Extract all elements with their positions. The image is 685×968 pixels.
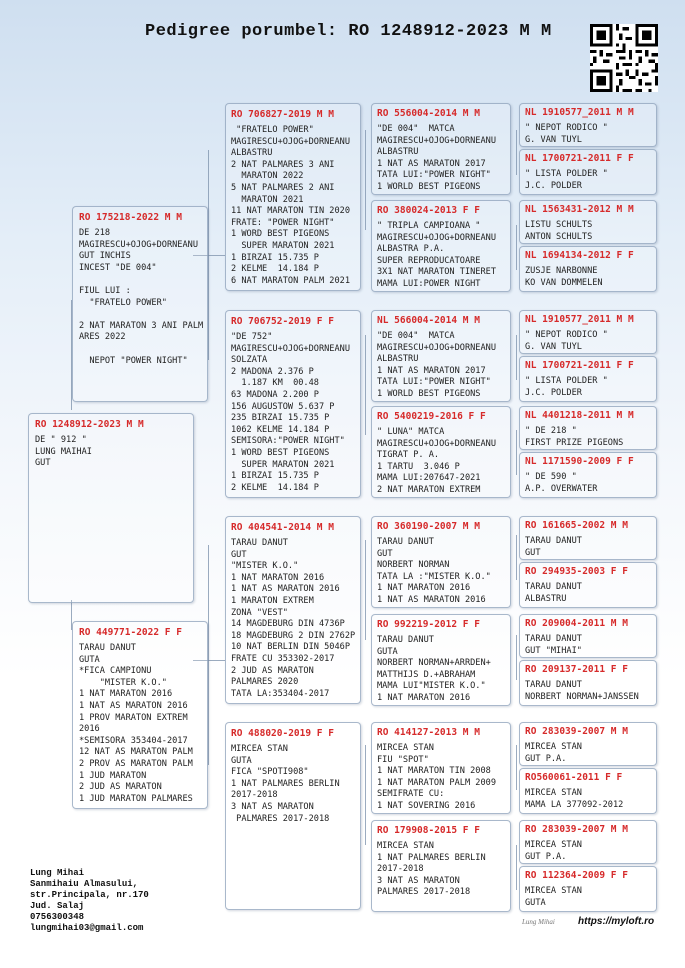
connector-line — [516, 535, 517, 580]
pedigree-card-gen4[interactable] — [519, 562, 657, 608]
pedigree-card-gen4[interactable] — [519, 722, 657, 766]
ring-number: RO 1248912-2023 M M — [35, 419, 144, 430]
connector-line — [516, 335, 517, 380]
pedigree-card-granddam-paternal[interactable] — [225, 310, 361, 498]
pedigree-card-gen3[interactable] — [371, 722, 511, 814]
card-details: MIRCEA STAN GUT P.A. — [525, 840, 582, 862]
ring-number: RO 488020-2019 F F — [231, 728, 334, 739]
ring-number: RO 414127-2013 M M — [377, 727, 480, 738]
connector-line — [516, 745, 517, 790]
pedigree-card-gen4[interactable] — [519, 452, 657, 498]
card-details: " DE 218 " FIRST PRIZE PIGEONS — [525, 426, 624, 448]
ring-number: RO 283039-2007 M M — [525, 824, 628, 835]
connector-line — [208, 545, 209, 765]
connector-line — [516, 225, 517, 270]
card-details: TARAU DANUT GUT NORBERT NORMAN TATA LA :"MISTER K.O." 1 NAT MARATON 2016 1 NAT AS MARATON 2016 — [377, 537, 491, 605]
card-details: MIRCEA STAN GUTA FICA "SPOTI908" 1 NAT PALMARES BERLIN 2017-2018 3 NAT AS MARATON PALMARES 2017-2018 — [231, 744, 340, 824]
pedigree-card-gen3[interactable] — [371, 103, 511, 195]
ring-number: NL 1910577_2011 M M — [525, 314, 634, 325]
ring-number: RO 161665-2002 M M — [525, 520, 628, 531]
ring-number: NL 1910577_2011 M M — [525, 107, 634, 118]
ring-number: NL 566004-2014 M M — [377, 315, 480, 326]
site-link[interactable]: https://myloft.ro — [578, 916, 655, 927]
card-details: TARAU DANUT GUT "MISTER K.O." 1 NAT MARATON 2016 1 NAT AS MARATON 2016 1 MARATON EXTREM ZONA "VEST" 14 MAGDEBURG DIN 4736P 18 MAGDEBURG 2 DIN 2762P 10 NAT BERLIN DIN 5046P FRATE CU 353302-2017 2 JUD AS MARATON PALMARES 2020 TATA LA:353404-2017 — [231, 538, 356, 699]
pedigree-card-gen4[interactable] — [519, 103, 657, 147]
connector-line — [516, 130, 517, 175]
ring-number: NL 1171590-2009 F F — [525, 456, 634, 467]
card-details: "DE 004" MATCA MAGIRESCU+OJOG+DORNEANU ALBASTRU 1 NAT AS MARATON 2017 TATA LUI:"POWER NIGHT" 1 WORLD BEST PIGEONS — [377, 124, 496, 192]
pedigree-card-gen3[interactable] — [371, 820, 511, 912]
ring-number: RO 175218-2022 M M — [79, 212, 182, 223]
pedigree-card-gen4[interactable] — [519, 310, 657, 354]
pedigree-card-dam[interactable] — [72, 621, 208, 809]
card-details: TARAU DANUT GUT — [525, 536, 582, 558]
pedigree-card-gen4[interactable] — [519, 149, 657, 195]
card-details: " TRIPLA CAMPIOANA " MAGIRESCU+OJOG+DORNEANU ALBASTRA P.A. SUPER REPRODUCATOARE 3X1 NAT MARATON TINERET MAMA LUI:POWER NIGHT — [377, 221, 496, 289]
card-details: " LISTA POLDER " J.C. POLDER — [525, 376, 608, 398]
connector-line — [516, 845, 517, 890]
ring-number: RO 360190-2007 M M — [377, 521, 480, 532]
qr-code-icon — [590, 24, 658, 92]
connector-line — [516, 430, 517, 475]
card-details: "FRATELO POWER" MAGIRESCU+OJOG+DORNEANU ALBASTRU 2 NAT PALMARES 3 ANI MARATON 2022 5 NAT PALMARES 2 ANI MARATON 2021 11 NAT MARATON TIN 2020 FRATE: "POWER NIGHT" 1 WORD BEST PIGEONS SUPER MARATON 2021 1 BIRZAI 15.735 P 2 KELME 14.184 P 6 NAT MARATON PALM 2021 — [231, 125, 350, 286]
ring-number: RO 706827-2019 M M — [231, 109, 334, 120]
pedigree-card-granddam-maternal[interactable] — [225, 722, 361, 910]
pedigree-card-gen3[interactable] — [371, 310, 511, 402]
ring-number: RO 404541-2014 M M — [231, 522, 334, 533]
pedigree-card-gen4[interactable] — [519, 406, 657, 450]
connector-line — [365, 335, 366, 435]
signature: Lung Mihai — [522, 918, 555, 926]
page-title: Pedigree porumbel: RO 1248912-2023 M M — [145, 22, 552, 41]
pedigree-card-gen3[interactable] — [371, 200, 511, 292]
ring-number: NL 1694134-2012 F F — [525, 250, 634, 261]
card-details: MIRCEA STAN GUT P.A. — [525, 742, 582, 764]
ring-number: NL 1563431-2012 M M — [525, 204, 634, 215]
card-details: MIRCEA STAN FIU "SPOT" 1 NAT MARATON TIN 2008 1 NAT MARATON PALM 2009 SEMIFRATE CU: 1 NAT SOVERING 2016 — [377, 743, 496, 811]
ring-number: RO 209137-2011 F F — [525, 664, 628, 675]
card-details: TARAU DANUT NORBERT NORMAN+JANSSEN — [525, 680, 639, 702]
connector-line — [516, 635, 517, 680]
ring-number: NL 1700721-2011 F F — [525, 360, 634, 371]
card-details: LISTU SCHULTS ANTON SCHULTS — [525, 220, 593, 242]
ring-number: RO 449771-2022 F F — [79, 627, 182, 638]
pedigree-card-gen4[interactable] — [519, 768, 657, 814]
pedigree-card-gen4[interactable] — [519, 246, 657, 292]
ring-number: RO 294935-2003 F F — [525, 566, 628, 577]
card-details: " NEPOT RODICO " G. VAN TUYL — [525, 123, 608, 145]
pedigree-card-gen4[interactable] — [519, 866, 657, 912]
pedigree-card-gen4[interactable] — [519, 660, 657, 706]
ring-number: RO 380024-2013 F F — [377, 205, 480, 216]
card-details: "DE 004" MATCA MAGIRESCU+OJOG+DORNEANU ALBASTRU 1 NAT AS MARATON 2017 TATA LUI:"POWER NIGHT" 1 WORLD BEST PIGEONS — [377, 331, 496, 399]
ring-number: NL 1700721-2011 F F — [525, 153, 634, 164]
pedigree-card-gen3[interactable] — [371, 614, 511, 706]
card-details: " LISTA POLDER " J.C. POLDER — [525, 169, 608, 191]
card-details: TARAU DANUT ALBASTRU — [525, 582, 582, 604]
card-details: " NEPOT RODICO " G. VAN TUYL — [525, 330, 608, 352]
card-details: DE 218 MAGIRESCU+OJOG+DORNEANU GUT INCHIS INCEST "DE 004" FIUL LUI : "FRATELO POWER" 2 NAT MARATON 3 ANI PALM ARES 2022 NEPOT "POWER NIGHT" — [79, 228, 204, 366]
card-details: TARAU DANUT GUTA NORBERT NORMAN+ARRDEN+ MATTHIJS D.+ABRAHAM MAMA LUI"MISTER K.O." 1 NAT MARATON 2016 — [377, 635, 491, 703]
owner-contact: Lung Mihai Sanmihaiu Almasului, str.Principala, nr.170 Jud. Salaj 0756300348 lungmihai03@gmail.com — [30, 868, 149, 933]
ring-number: RO 283039-2007 M M — [525, 726, 628, 737]
connector-line — [365, 540, 366, 640]
card-details: TARAU DANUT GUTA *FICA CAMPIONU "MISTER K.O." 1 NAT MARATON 2016 1 NAT AS MARATON 2016 1 PROV MARATON EXTREM 2016 *SEMISORA 353404-2017 12 NAT AS MARATON PALM 2 PROV AS MARATON PALM 1 JUD MARATON 2 JUD AS MARATON 1 JUD MARATON PALMARES — [79, 643, 193, 804]
connector-line — [365, 745, 366, 845]
pedigree-card-gen4[interactable] — [519, 200, 657, 244]
ring-number: RO 706752-2019 F F — [231, 316, 334, 327]
pedigree-card-gen4[interactable] — [519, 820, 657, 864]
ring-number: RO 5400219-2016 F F — [377, 411, 486, 422]
pedigree-card-gen3[interactable] — [371, 406, 511, 498]
pedigree-card-subject[interactable] — [28, 413, 194, 603]
ring-number: RO 992219-2012 F F — [377, 619, 480, 630]
pedigree-card-grandsire-maternal[interactable] — [225, 516, 361, 704]
pedigree-card-gen4[interactable] — [519, 614, 657, 658]
ring-number: RO 556004-2014 M M — [377, 108, 480, 119]
pedigree-card-grandsire-paternal[interactable] — [225, 103, 361, 291]
card-details: ZUSJE NARBONNE KO VAN DOMMELEN — [525, 266, 603, 288]
pedigree-card-sire[interactable] — [72, 206, 208, 402]
card-details: MIRCEA STAN MAMA LA 377092-2012 — [525, 788, 624, 810]
card-details: DE " 912 " LUNG MAIHAI GUT — [35, 435, 92, 469]
card-details: MIRCEA STAN GUTA — [525, 886, 582, 908]
pedigree-card-gen4[interactable] — [519, 356, 657, 402]
ring-number: NL 4401218-2011 M M — [525, 410, 634, 421]
card-details: "DE 752" MAGIRESCU+OJOG+DORNEANU SOLZATA 2 MADONA 2.376 P 1.187 KM 00.48 63 MADONA 2.200 P 156 AUGUSTOW 5.637 P 235 BIRZAI 15.735 P 1062 KELME 14.184 P SEMISORA:"POWER NIGHT" 1 WORD BEST PIGEONS SUPER MARATON 2021 1 BIRZAI 15.735 P 2 KELME 14.184 P — [231, 332, 350, 493]
ring-number: RO 179908-2015 F F — [377, 825, 480, 836]
card-details: MIRCEA STAN 1 NAT PALMARES BERLIN 2017-2018 3 NAT AS MARATON PALMARES 2017-2018 — [377, 841, 486, 898]
ring-number: RO560061-2011 F F — [525, 772, 623, 783]
card-details: " LUNA" MATCA MAGIRESCU+OJOG+DORNEANU TIGRAT P. A. 1 TARTU 3.046 P MAMA LUI:207647-2021 2 NAT MARATON EXTREM — [377, 427, 496, 495]
ring-number: RO 209004-2011 M M — [525, 618, 628, 629]
pedigree-card-gen3[interactable] — [371, 516, 511, 608]
pedigree-card-gen4[interactable] — [519, 516, 657, 560]
card-details: " DE 590 " A.P. OVERWATER — [525, 472, 598, 494]
ring-number: RO 112364-2009 F F — [525, 870, 628, 881]
connector-line — [365, 130, 366, 230]
card-details: TARAU DANUT GUT "MIHAI" — [525, 634, 582, 656]
